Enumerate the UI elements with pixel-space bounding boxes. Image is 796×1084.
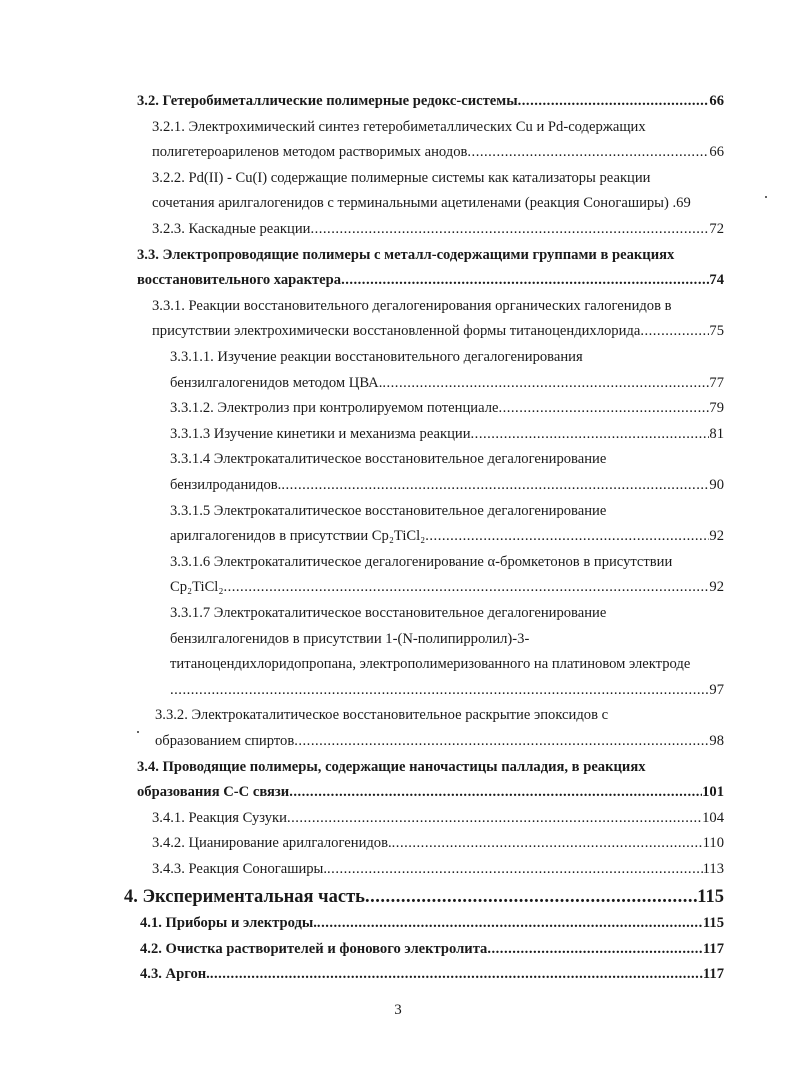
- toc-entry[interactable]: [170, 421, 724, 447]
- toc-entry-continuation[interactable]: [170, 651, 724, 677]
- dot-leader: [487, 936, 703, 962]
- toc-entry-text: 3.3.1.2. Электролиз при контролируемом потенциале: [170, 400, 499, 417]
- toc-page-number: 72: [709, 221, 724, 237]
- toc-entry[interactable]: [152, 805, 724, 831]
- dot-leader: [170, 677, 709, 703]
- dot-leader: [327, 856, 703, 882]
- toc-entry-text: 4. Экспериментальная часть: [124, 886, 365, 907]
- toc-entry-text: титаноцендихлоридопропана, электрополимеризованного на платиновом электроде: [170, 656, 691, 673]
- toc-page-number: 92: [709, 528, 724, 545]
- toc-entry-continuation[interactable]: [152, 190, 724, 216]
- toc-entry-text: 3.2.3. Каскадные реакции: [152, 221, 311, 237]
- toc-entry-text: восстановительного характера: [137, 272, 342, 289]
- toc-entry-text: 3.4.1. Реакция Сузуки: [152, 809, 287, 826]
- dot-leader: [518, 88, 710, 114]
- dot-leader: [287, 805, 702, 831]
- dot-leader: [392, 830, 703, 856]
- toc-entry-text: 3.3.1. Реакции восстановительного дегалогенирования органических галогенидов в: [152, 297, 672, 314]
- toc-entry[interactable]: [152, 114, 724, 140]
- toc-entry[interactable]: [140, 961, 724, 987]
- toc-entry-text: 3.3.1.5 Электрокаталитическое восстановительное дегалогенирование: [170, 502, 607, 519]
- toc-entry-continuation[interactable]: [152, 139, 724, 165]
- toc-entry-text: арилгалогенидов в присутствии Cp₂TiCl₂: [170, 528, 426, 545]
- toc-entry[interactable]: [170, 446, 724, 472]
- dot-leader: [289, 779, 702, 805]
- toc-page-number: 104: [702, 809, 724, 826]
- toc-entry-text: 3.3.1.4 Электрокаталитическое восстановительное дегалогенирование: [170, 451, 607, 468]
- toc-entry-text: сочетания арилгалогенидов с терминальными ацетиленами (реакция Соногаширы) .: [152, 195, 677, 212]
- dot-leader: [498, 395, 709, 421]
- toc-entry-continuation[interactable]: [170, 574, 724, 600]
- toc-entry[interactable]: [170, 344, 724, 370]
- toc-entry[interactable]: [140, 936, 724, 962]
- toc-page-number: 90: [709, 477, 724, 493]
- dot-leader: [471, 421, 710, 447]
- toc-entry[interactable]: [170, 600, 724, 626]
- toc-page-number: 66: [709, 144, 724, 161]
- dot-leader: [640, 318, 709, 344]
- page-number: 3: [394, 1002, 402, 1018]
- toc-page-number: 69: [676, 195, 691, 212]
- toc-entry-text: 3.2.1. Электрохимический синтез гетеробиметаллических Cu и Pd-содержащих: [152, 118, 646, 135]
- dot-leader: [310, 216, 709, 242]
- toc-entry-text: 3.3.2. Электрокаталитическое восстановительное раскрытие эпоксидов с: [155, 707, 609, 724]
- dot-leader: [223, 574, 709, 600]
- toc-entry[interactable]: [152, 216, 724, 242]
- dot-leader: [382, 370, 709, 396]
- toc-page-number: 115: [702, 915, 724, 932]
- toc-entry-continuation[interactable]: [170, 523, 724, 549]
- toc-entry-text: 3.3. Электропроводящие полимеры с металл-содержащими группами в реакциях: [137, 246, 675, 263]
- toc-entry[interactable]: [152, 830, 724, 856]
- dot-leader: [210, 961, 703, 987]
- toc-entry-text: полигетероариленов методом растворимых анодов: [152, 144, 468, 161]
- toc-page-number: 101: [702, 784, 724, 801]
- toc-entry[interactable]: [170, 498, 724, 524]
- toc-entry[interactable]: [137, 754, 724, 780]
- toc-entry-text: Cp₂TiCl₂: [170, 579, 224, 596]
- toc-entry-text: 3.2.2. Pd(II) - Cu(I) содержащие полимерные системы как катализаторы реакции: [152, 169, 651, 186]
- toc-page-number: 77: [709, 374, 724, 391]
- toc-entry[interactable]: [170, 549, 724, 575]
- toc-page-number: 98: [709, 733, 724, 749]
- dot-leader: [294, 728, 709, 754]
- toc-entry[interactable]: [152, 293, 724, 319]
- scan-speck: [137, 731, 139, 733]
- toc-entry[interactable]: [170, 395, 724, 421]
- toc-entry-text: 3.3.1.7 Электрокаталитическое восстановительное дегалогенирование: [170, 605, 607, 621]
- toc-entry-continuation[interactable]: [170, 472, 724, 498]
- toc-entry-text: 3.4.2. Цианирование арилгалогенидов.: [152, 835, 392, 852]
- toc-entry-text: 3.3.1.1. Изучение реакции восстановительного дегалогенирования: [170, 349, 583, 365]
- toc-entry[interactable]: [137, 242, 724, 268]
- toc-page-number: 75: [709, 323, 724, 340]
- toc-entry-text: 4.1. Приборы и электроды.: [140, 915, 317, 932]
- dot-leader: [317, 910, 703, 936]
- toc-entry-text: 3.3.1.3 Изучение кинетики и механизма реакции: [170, 425, 471, 442]
- toc-entry-text: 4.3. Аргон.: [140, 966, 210, 983]
- toc-entry-continuation[interactable]: [170, 677, 724, 703]
- toc-entry[interactable]: [124, 884, 724, 910]
- toc-entry-continuation[interactable]: [137, 267, 724, 293]
- toc-page-number: 115: [697, 886, 724, 907]
- toc-entry[interactable]: [152, 856, 724, 882]
- dot-leader: [341, 267, 709, 293]
- toc-entry-continuation[interactable]: [137, 779, 724, 805]
- toc-page-number: 117: [702, 966, 724, 983]
- toc-entry-continuation[interactable]: [155, 728, 724, 754]
- toc-page-number: 113: [702, 861, 724, 877]
- toc-page-number: 66: [709, 93, 724, 109]
- toc-entry-text: бензилроданидов.: [170, 477, 282, 493]
- toc-entry-text: 3.3.1.6 Электрокаталитическое дегалогенирование α-бромкетонов в присутствии: [170, 553, 673, 570]
- toc-entry-text: образованием спиртов: [155, 733, 295, 749]
- toc-entry-text: 3.4. Проводящие полимеры, содержащие наночастицы палладия, в реакциях: [137, 758, 646, 775]
- toc-entry[interactable]: [137, 88, 724, 114]
- toc-page-number: 79: [709, 400, 724, 417]
- toc-entry-text: 3.2. Гетеробиметаллические полимерные редокс-системы: [137, 93, 518, 109]
- dot-leader: [281, 472, 709, 498]
- toc-page-number: 97: [709, 681, 724, 698]
- toc-entry-text: бензилгалогенидов в присутствии 1-(N-полипирролил)-3-: [170, 630, 530, 647]
- toc-entry-text: бензилгалогенидов методом ЦВА.: [170, 374, 383, 391]
- toc-entry[interactable]: [155, 702, 724, 728]
- toc-entry-continuation[interactable]: [152, 318, 724, 344]
- toc-entry-continuation[interactable]: [170, 370, 724, 396]
- toc-page-number: 110: [702, 835, 724, 852]
- toc-entry-text: образования С-С связи: [137, 784, 290, 801]
- toc-page-number: 117: [702, 940, 724, 957]
- toc-page-number: 81: [709, 425, 724, 442]
- toc-entry-text: присутствии электрохимически восстановленной формы титаноцендихлорида: [152, 323, 641, 340]
- scan-speck: [765, 196, 767, 198]
- dot-leader: [467, 139, 709, 165]
- dot-leader: [425, 523, 709, 549]
- toc-entry[interactable]: [140, 910, 724, 936]
- toc-page-number: 92: [709, 579, 724, 596]
- toc-entry[interactable]: [152, 165, 724, 191]
- toc-entry-text: 4.2. Очистка растворителей и фонового электролита: [140, 940, 488, 957]
- toc-entry-continuation[interactable]: [170, 626, 724, 652]
- toc-entry-text: 3.4.3. Реакция Соногаширы.: [152, 861, 328, 877]
- toc-page-number: 74: [709, 272, 724, 289]
- dot-leader: [365, 884, 697, 910]
